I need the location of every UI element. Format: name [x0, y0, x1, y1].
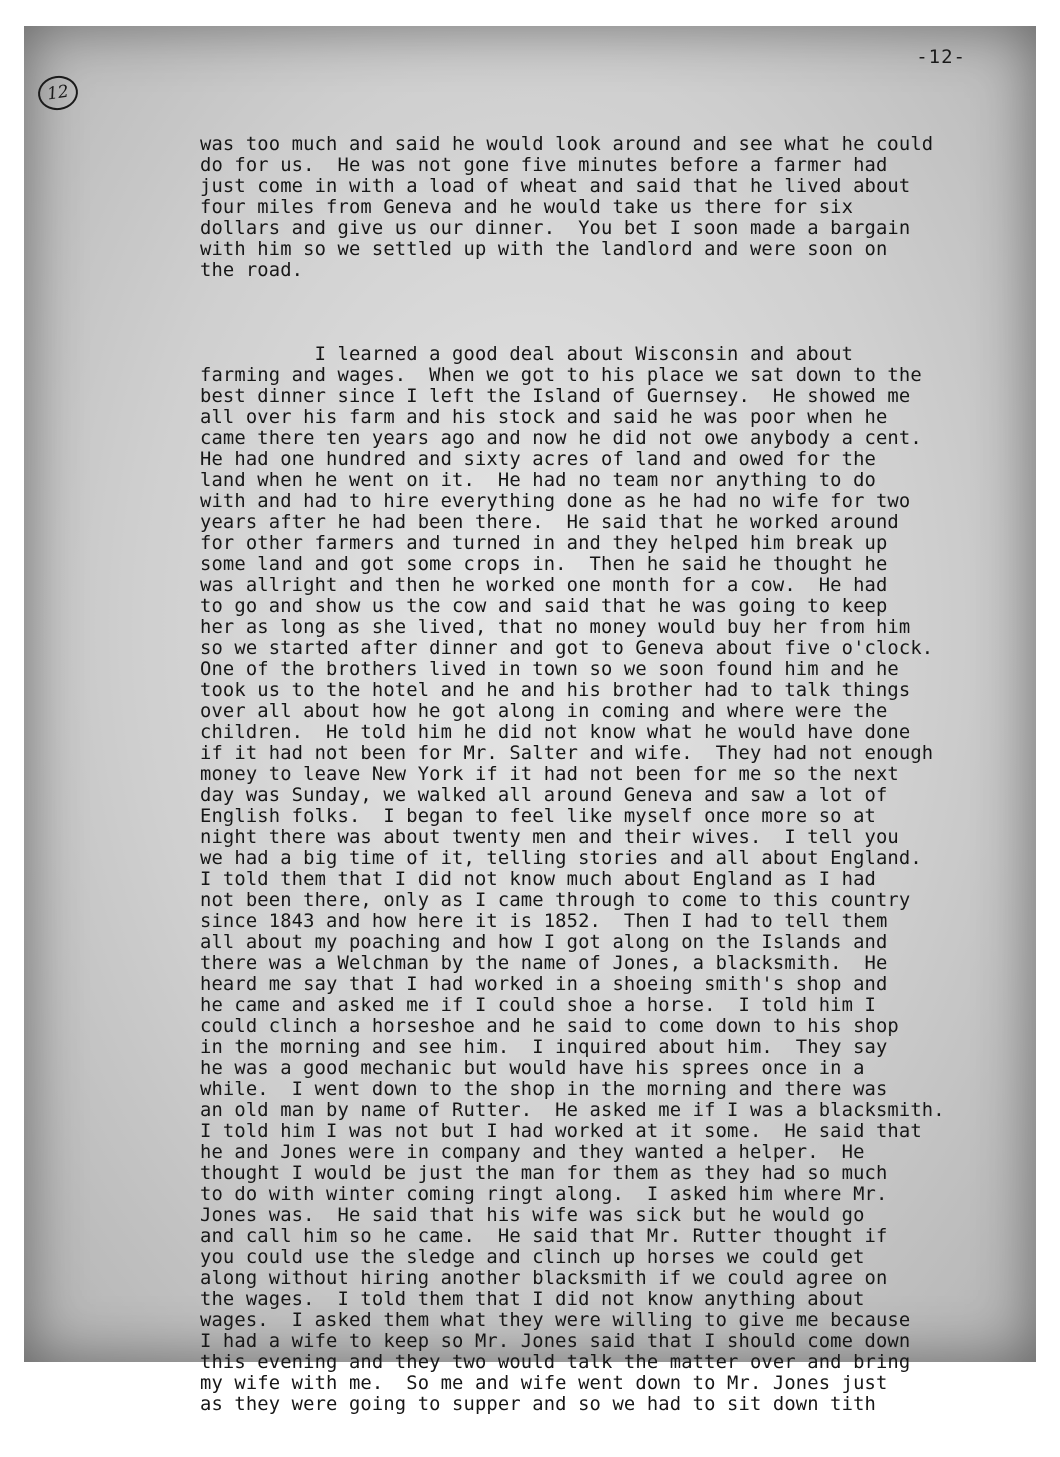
- text-line: an old man by name of Rutter. He asked me if I was a blacksmith.: [200, 1100, 945, 1121]
- text-line: as they were going to supper and so we had to sit down tith: [200, 1394, 876, 1415]
- text-line: he came and asked me if I could shoe a horse. I told him I: [200, 995, 876, 1016]
- text-line: to go and show us the cow and said that he was going to keep: [200, 596, 888, 617]
- body-text: [200, 92, 1030, 1457]
- document-page: [24, 26, 1036, 1415]
- text-line: night there was about twenty men and their wives. I tell you: [200, 827, 899, 848]
- text-line: if it had not been for Mr. Salter and wife. They had not enough: [200, 743, 934, 764]
- text-line: I told him I was not but I had worked at it some. He said that: [200, 1121, 922, 1142]
- text-line: since 1843 and how here it is 1852. Then I had to tell them: [200, 911, 888, 932]
- text-line: heard me say that I had worked in a shoeing smith's shop and: [200, 974, 888, 995]
- text-line: you could use the sledge and clinch up horses we could get: [200, 1247, 865, 1268]
- text-line: he and Jones were in company and they wanted a helper. He: [200, 1142, 865, 1163]
- text-line: thought I would be just the man for them as they had so much: [200, 1163, 888, 1184]
- text-line: best dinner since I left the Island of Guernsey. He showed me: [200, 386, 911, 407]
- text-line: with and had to hire everything done as he had no wife for two: [200, 491, 911, 512]
- text-line: not been there, only as I came through to come to this country: [200, 890, 911, 911]
- text-line: years after he had been there. He said that he worked around: [200, 512, 899, 533]
- text-line: the road.: [200, 260, 304, 281]
- text-line: with him so we settled up with the landlord and were soon on: [200, 239, 888, 260]
- text-line: all about my poaching and how I got along on the Islands and: [200, 932, 888, 953]
- handwritten-circled-page-note: 12: [36, 73, 80, 112]
- text-line: I had a wife to keep so Mr. Jones said that I should come down: [200, 1331, 911, 1352]
- text-line: One of the brothers lived in town so we soon found him and he: [200, 659, 899, 680]
- text-line: four miles from Geneva and he would take us there for six: [200, 197, 854, 218]
- text-line: in the morning and see him. I inquired about him. They say: [200, 1037, 888, 1058]
- text-line: came there ten years ago and now he did not owe anybody a cent.: [200, 428, 922, 449]
- text-line: could clinch a horseshoe and he said to come down to his shop: [200, 1016, 899, 1037]
- text-line: we had a big time of it, telling stories and all about England.: [200, 848, 922, 869]
- text-line: there was a Welchman by the name of Jones, a blacksmith. He: [200, 953, 888, 974]
- paragraph-2: [200, 344, 1030, 1415]
- text-line: some land and got some crops in. Then he said he thought he: [200, 554, 888, 575]
- text-line: land when he went on it. He had no team nor anything to do: [200, 470, 876, 491]
- text-line: do for us. He was not gone five minutes before a farmer had: [200, 155, 888, 176]
- text-line: all over his farm and his stock and said he was poor when he: [200, 407, 888, 428]
- text-line: while. I went down to the shop in the morning and there was: [200, 1079, 888, 1100]
- text-line: along without hiring another blacksmith if we could agree on: [200, 1268, 888, 1289]
- text-line: was too much and said he would look around and see what he could: [200, 134, 934, 155]
- text-line: day was Sunday, we walked all around Geneva and saw a lot of: [200, 785, 888, 806]
- text-line: to do with winter coming ringt along. I asked him where Mr.: [200, 1184, 888, 1205]
- text-line: He had one hundred and sixty acres of land and owed for the: [200, 449, 876, 470]
- page-number: -12-: [916, 46, 966, 68]
- text-line: for other farmers and turned in and they helped him break up: [200, 533, 888, 554]
- text-line: Jones was. He said that his wife was sick but he would go: [200, 1205, 865, 1226]
- text-line: he was a good mechanic but would have his sprees once in a: [200, 1058, 865, 1079]
- text-line: I told them that I did not know much about England as I had: [200, 869, 876, 890]
- text-line: so we started after dinner and got to Geneva about five o'clock.: [200, 638, 934, 659]
- text-line: this evening and they two would talk the matter over and bring: [200, 1352, 911, 1373]
- text-line: I learned a good deal about Wisconsin and about: [200, 344, 854, 365]
- text-line: and call him so he came. He said that Mr. Rutter thought if: [200, 1226, 888, 1247]
- text-line: money to leave New York if it had not been for me so the next: [200, 764, 899, 785]
- text-line: over all about how he got along in coming and where were the: [200, 701, 888, 722]
- text-line: just come in with a load of wheat and said that he lived about: [200, 176, 911, 197]
- text-line: dollars and give us our dinner. You bet I soon made a bargain: [200, 218, 911, 239]
- text-line: farming and wages. When we got to his place we sat down to the: [200, 365, 922, 386]
- text-line: English folks. I began to feel like myself once more so at: [200, 806, 876, 827]
- text-line: was allright and then he worked one month for a cow. He had: [200, 575, 888, 596]
- text-line: her as long as she lived, that no money would buy her from him: [200, 617, 911, 638]
- text-line: the wages. I told them that I did not know anything about: [200, 1289, 865, 1310]
- text-line: wages. I asked them what they were willing to give me because: [200, 1310, 911, 1331]
- text-line: children. He told him he did not know what he would have done: [200, 722, 911, 743]
- text-line: my wife with me. So me and wife went down to Mr. Jones just: [200, 1373, 888, 1394]
- text-line: took us to the hotel and he and his brother had to talk things: [200, 680, 911, 701]
- paragraph-1: [200, 134, 1030, 281]
